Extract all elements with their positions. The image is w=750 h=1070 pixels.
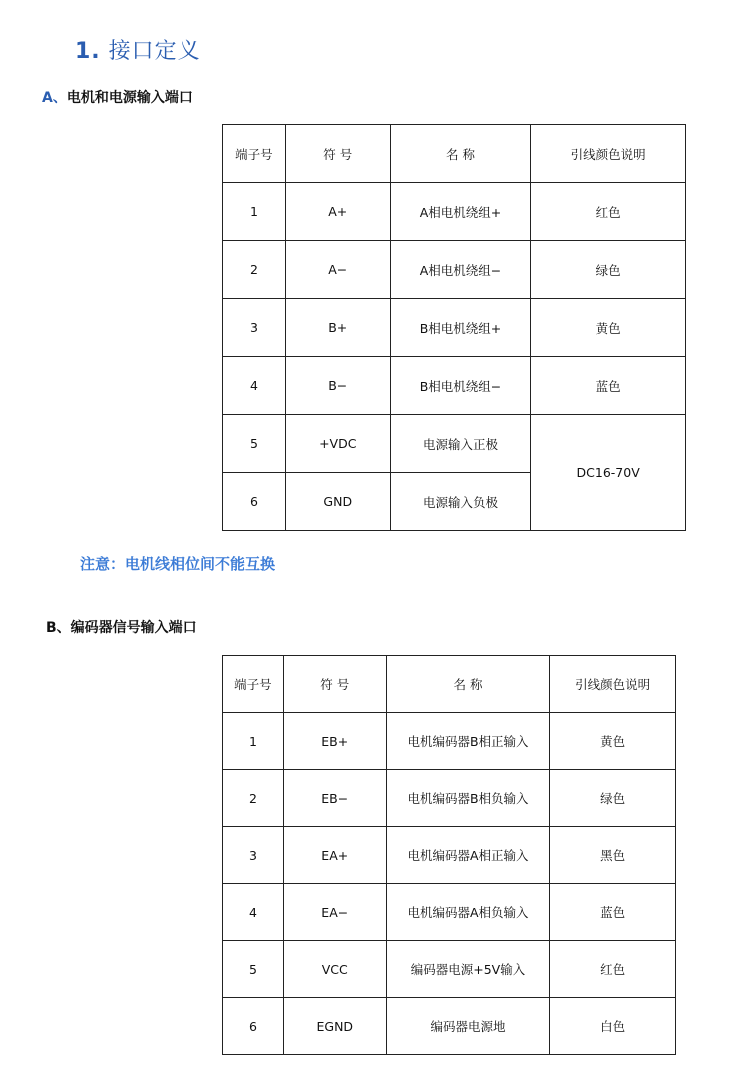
cell-terminal: 1 xyxy=(223,183,286,241)
cell-name: 电源输入负极 xyxy=(390,473,531,531)
subheading-b-letter: B、 xyxy=(46,620,71,636)
header-symbol: 符 号 xyxy=(285,125,390,183)
table-row xyxy=(223,241,686,299)
cell-name: 电机编码器A相正输入 xyxy=(386,827,550,884)
table-row xyxy=(223,713,676,770)
section-title-text: 接口定义 xyxy=(108,39,201,64)
cell-terminal: 4 xyxy=(223,884,284,941)
section-number: 1. xyxy=(75,39,101,64)
subheading-b xyxy=(46,617,197,637)
header-terminal: 端子号 xyxy=(223,656,284,713)
cell-symbol: EA− xyxy=(283,884,386,941)
cell-power-voltage: DC16-70V xyxy=(531,415,686,531)
cell-symbol: A+ xyxy=(285,183,390,241)
table-row xyxy=(223,357,686,415)
cell-name: B相电机绕组− xyxy=(390,357,531,415)
table-row xyxy=(223,299,686,357)
cell-symbol: A− xyxy=(285,241,390,299)
cell-name: 电机编码器B相正输入 xyxy=(386,713,550,770)
table-header-row xyxy=(223,125,686,183)
cell-symbol: EB− xyxy=(283,770,386,827)
cell-terminal: 2 xyxy=(223,770,284,827)
table-row xyxy=(223,827,676,884)
cell-name: 电机编码器A相负输入 xyxy=(386,884,550,941)
section-heading xyxy=(75,34,201,65)
cell-name: 编码器电源+5V输入 xyxy=(386,941,550,998)
header-symbol: 符 号 xyxy=(283,656,386,713)
cell-terminal: 3 xyxy=(223,827,284,884)
cell-wire-color: 红色 xyxy=(531,183,686,241)
subheading-a-title: 电机和电源输入端口 xyxy=(66,90,193,106)
header-name: 名 称 xyxy=(390,125,531,183)
table-row xyxy=(223,941,676,998)
header-name: 名 称 xyxy=(386,656,550,713)
cell-symbol: EA+ xyxy=(283,827,386,884)
cell-terminal: 5 xyxy=(223,415,286,473)
table-row xyxy=(223,884,676,941)
table-row xyxy=(223,183,686,241)
cell-name: 编码器电源地 xyxy=(386,998,550,1055)
cell-symbol: VCC xyxy=(283,941,386,998)
header-wire-color: 引线颜色说明 xyxy=(531,125,686,183)
cell-wire-color: 黄色 xyxy=(550,713,676,770)
cell-symbol: B+ xyxy=(285,299,390,357)
cell-wire-color: 绿色 xyxy=(550,770,676,827)
cell-wire-color: 蓝色 xyxy=(531,357,686,415)
table-row xyxy=(223,415,686,473)
cell-name: 电源输入正极 xyxy=(390,415,531,473)
subheading-b-title: 编码器信号输入端口 xyxy=(70,620,197,636)
motor-power-port-table xyxy=(222,124,686,531)
table-header-row xyxy=(223,656,676,713)
phase-warning-note: 注意：电机线相位间不能互换 xyxy=(80,555,276,573)
cell-symbol: GND xyxy=(285,473,390,531)
table-row xyxy=(223,770,676,827)
subheading-a xyxy=(42,87,193,107)
cell-terminal: 1 xyxy=(223,713,284,770)
cell-wire-color: 绿色 xyxy=(531,241,686,299)
cell-symbol: B− xyxy=(285,357,390,415)
header-terminal: 端子号 xyxy=(223,125,286,183)
cell-wire-color: 黑色 xyxy=(550,827,676,884)
cell-wire-color: 白色 xyxy=(550,998,676,1055)
cell-terminal: 6 xyxy=(223,998,284,1055)
cell-symbol: EGND xyxy=(283,998,386,1055)
table-row xyxy=(223,998,676,1055)
cell-terminal: 3 xyxy=(223,299,286,357)
cell-symbol: EB+ xyxy=(283,713,386,770)
cell-name: 电机编码器B相负输入 xyxy=(386,770,550,827)
cell-symbol: +VDC xyxy=(285,415,390,473)
cell-terminal: 4 xyxy=(223,357,286,415)
header-wire-color: 引线颜色说明 xyxy=(550,656,676,713)
cell-name: B相电机绕组+ xyxy=(390,299,531,357)
cell-name: A相电机绕组+ xyxy=(390,183,531,241)
cell-wire-color: 黄色 xyxy=(531,299,686,357)
cell-terminal: 6 xyxy=(223,473,286,531)
encoder-port-table xyxy=(222,655,676,1055)
cell-name: A相电机绕组− xyxy=(390,241,531,299)
cell-wire-color: 蓝色 xyxy=(550,884,676,941)
cell-wire-color: 红色 xyxy=(550,941,676,998)
cell-terminal: 5 xyxy=(223,941,284,998)
subheading-a-letter: A、 xyxy=(42,90,67,106)
cell-terminal: 2 xyxy=(223,241,286,299)
